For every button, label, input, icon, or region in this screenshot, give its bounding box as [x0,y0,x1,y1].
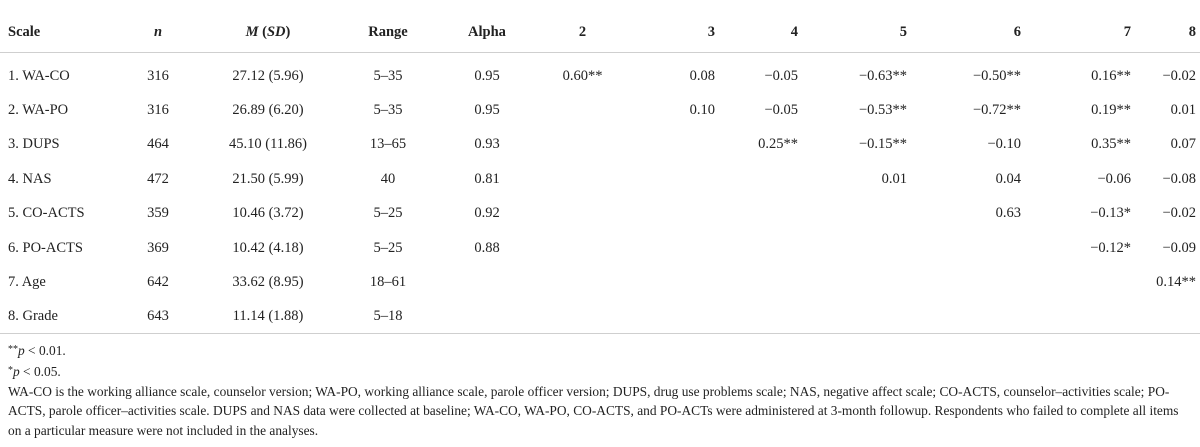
note1-marker: ** [8,344,18,355]
cell-corr-4 [715,197,798,231]
header-col-8: 8 [1131,12,1200,53]
header-col-3: 3 [629,12,715,53]
cell-corr-5: −0.63** [858,67,907,84]
cell-range: 5–35 [373,102,403,119]
cell-mean-sd: 10.46 (3.72) [232,205,304,222]
cell-range: 5–25 [373,239,403,256]
cell-corr-4 [715,265,798,299]
cell-scale: 1. WA-CO [8,67,70,84]
cell-corr-6 [907,231,1021,265]
cell-range: 5–35 [373,67,403,84]
cell-alpha: 0.95 [474,67,500,84]
cell-alpha [438,265,536,299]
cell-n: 369 [147,239,169,256]
header-n: n [118,12,198,53]
cell-corr-2 [536,128,629,162]
note1-p: p [18,343,25,358]
cell-corr-4: −0.05 [764,67,798,84]
cell-scale: 2. WA-PO [8,102,69,119]
header-range: Range [338,12,438,53]
cell-n: 472 [147,170,169,187]
table-row [0,128,1200,162]
cell-corr-5 [798,300,907,334]
cell-corr-6 [907,300,1021,334]
cell-corr-7: 0.19** [1091,102,1131,119]
cell-corr-8: 0.07 [1170,136,1196,153]
cell-corr-2 [536,231,629,265]
cell-corr-8 [1131,300,1200,334]
header-mean-sd [198,12,338,53]
table-header-row [0,12,1200,53]
cell-alpha: 0.93 [474,136,500,153]
cell-corr-7 [1021,265,1131,299]
cell-corr-6: −0.72** [972,102,1021,119]
correlation-table-container [0,12,1200,334]
cell-corr-5 [798,265,907,299]
cell-scale: 4. NAS [8,170,52,187]
cell-corr-6: 0.04 [995,170,1021,187]
cell-corr-3 [629,197,715,231]
cell-n: 359 [147,205,169,222]
cell-n: 642 [147,274,169,291]
header-col-6: 6 [907,12,1021,53]
table-bottom-rule [0,333,1200,334]
cell-range: 18–61 [369,274,407,291]
table-row [0,93,1200,127]
table-row [0,162,1200,196]
cell-scale: 5. CO-ACTS [8,205,85,222]
cell-n: 464 [147,136,169,153]
cell-corr-2 [536,265,629,299]
table-row [0,300,1200,334]
cell-corr-2 [536,300,629,334]
cell-corr-2 [536,162,629,196]
cell-corr-8: −0.08 [1162,170,1196,187]
cell-corr-3 [629,265,715,299]
cell-scale: 7. Age [8,274,46,291]
cell-range: 5–25 [373,205,403,222]
cell-corr-5: 0.01 [881,170,907,187]
cell-corr-4 [715,231,798,265]
cell-corr-2 [536,93,629,127]
cell-scale: 6. PO-ACTS [8,239,83,256]
cell-mean-sd: 45.10 (11.86) [229,136,307,153]
cell-range: 40 [380,170,396,187]
cell-corr-8: −0.09 [1162,239,1196,256]
header-scale: Scale [0,12,118,53]
cell-alpha [438,300,536,334]
cell-corr-4: 0.25** [758,136,798,153]
cell-mean-sd: 21.50 (5.99) [232,170,304,187]
cell-mean-sd: 11.14 (1.88) [232,308,304,325]
cell-mean-sd: 33.62 (8.95) [232,274,304,291]
cell-alpha: 0.81 [474,170,500,187]
cell-n: 316 [147,102,169,119]
cell-corr-6: −0.10 [987,136,1021,153]
cell-corr-6: 0.63 [995,205,1021,222]
cell-corr-7: −0.13* [1090,205,1131,222]
note2-text: < 0.05. [19,363,61,379]
cell-scale: 3. DUPS [8,136,60,153]
cell-mean-sd: 10.42 (4.18) [232,239,304,256]
cell-corr-7 [1021,300,1131,334]
note1-text: < 0.01. [24,343,66,358]
cell-corr-3: 0.08 [689,67,715,84]
note-significance-005 [8,361,1194,382]
cell-corr-7: −0.06 [1097,170,1131,187]
cell-mean-sd: 27.12 (5.96) [232,67,304,84]
cell-scale: 8. Grade [8,308,58,325]
cell-corr-2: 0.60** [562,67,603,84]
header-col-4: 4 [715,12,798,53]
cell-corr-4 [715,300,798,334]
table-row [0,53,1200,94]
header-col-5: 5 [798,12,907,53]
cell-corr-5 [798,231,907,265]
cell-corr-8: −0.02 [1162,205,1196,222]
cell-corr-8: 0.14** [1156,274,1196,291]
cell-range: 5–18 [373,308,403,325]
cell-corr-7: 0.16** [1091,67,1131,84]
table-notes [8,340,1194,441]
cell-corr-7: 0.35** [1091,136,1131,153]
cell-corr-7: −0.12* [1090,239,1131,256]
header-sd-letters: SD [266,23,286,40]
table-row [0,197,1200,231]
cell-corr-3 [629,300,715,334]
cell-corr-2 [536,197,629,231]
table-row [0,265,1200,299]
header-col-7: 7 [1021,12,1131,53]
cell-alpha: 0.88 [474,239,500,256]
cell-n: 643 [147,308,169,325]
table-body [0,53,1200,335]
header-sd: (SD) [262,23,291,40]
note2-marker: * [8,364,13,376]
correlation-table [0,12,1200,334]
cell-corr-5 [798,197,907,231]
cell-corr-3 [629,162,715,196]
cell-corr-3 [629,128,715,162]
table-row [0,231,1200,265]
cell-corr-3 [629,231,715,265]
cell-corr-4 [715,162,798,196]
cell-alpha: 0.95 [474,102,500,119]
note2-p: p [13,363,20,379]
header-col-2: 2 [536,12,629,53]
cell-corr-6 [907,265,1021,299]
cell-corr-8: 0.01 [1170,102,1196,119]
header-alpha: Alpha [438,12,536,53]
note-abbreviations: WA-CO is the working alliance scale, counselor version; WA-PO, working alliance scale, parole officer version; DUPS, drug use problems scale; NAS, negative affect scale; CO-ACTS, counselor–activities scale; PO-ACTS, parole officer–activities scale. DUPS and NAS data were collected at baseline; WA-CO, WA-PO, CO-ACTS, and PO-ACTs were administered at 3-month followup. Respondents who failed to complete all items on a particular measure were not included in the analyses. [8,383,1179,439]
cell-mean-sd: 26.89 (6.20) [232,102,304,119]
cell-corr-3: 0.10 [689,102,715,119]
header-mean: M [245,23,259,40]
note-significance-001 [8,340,1194,361]
cell-range: 13–65 [369,136,407,153]
cell-n: 316 [147,67,169,84]
cell-corr-8: −0.02 [1162,67,1196,84]
cell-corr-5: −0.53** [858,102,907,119]
cell-corr-5: −0.15** [858,136,907,153]
cell-corr-6: −0.50** [972,67,1021,84]
cell-alpha: 0.92 [474,205,500,222]
cell-corr-4: −0.05 [764,102,798,119]
